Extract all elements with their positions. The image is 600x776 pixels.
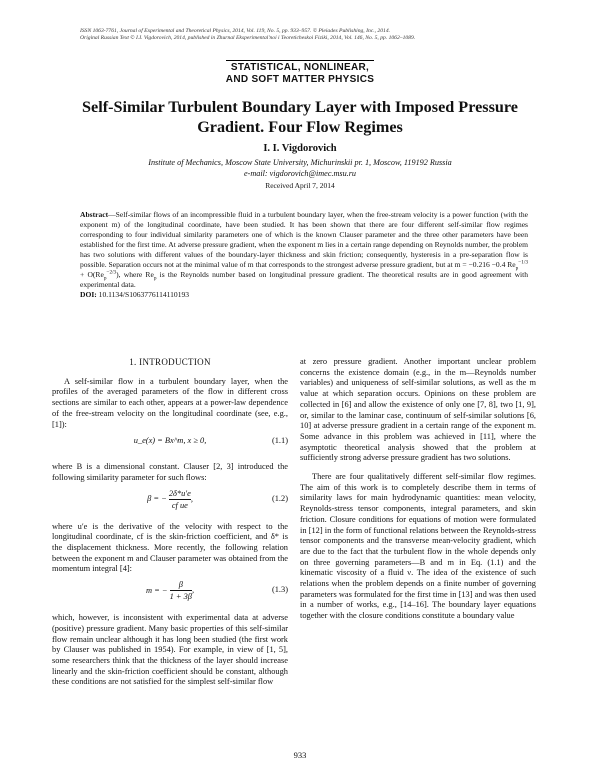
abstract-text-2: + O(Re <box>80 269 104 279</box>
section-heading-line-1: STATISTICAL, NONLINEAR, <box>230 62 370 73</box>
doi-link[interactable]: 10.1134/S1063776114110193 <box>98 289 190 299</box>
equation-1-2-tail: , <box>190 494 193 504</box>
author-name: I. I. Vigdorovich <box>263 143 337 154</box>
journal-header-line-2: Original Russian Text © I.I. Vigdorovich, 2014, published in Zhurnal Eksperimental'noi i Teoreticheskoi Fiziki, 2014, Vol. 146, No. 5, pp. 1062–1089. <box>80 35 416 42</box>
journal-header-line-1: ISSN 1063-7761, Journal of Experimental and Theoretical Physics, 2014, Vol. 119, No. 5, pp. 933–957. © Pleiades Publishing, Inc., 2014. <box>80 28 391 34</box>
right-paragraph-2: There are four qualitatively different self-similar flow regimes. The aim of this work is to completely describe them in terms of similarity laws for main hydrodynamic quantities: mean velocity, Reynolds-stress tensor components, integral parameters, and skin friction. Closure conditions for equations of motion were formulated in [12] in the form of functional relations between the Reynolds-stress tensor components and the transverse mean-velocity gradient, which are due to the fact that the turbulent flow in the whole depends only on three governing parameters—B and m in Eq. (1.1) and the kinematic viscosity of a fluid ν. The idea of the existence of such relations when the problem depends on a finite number of governing parameters was formulated for the first time in [13] and was then used in a number of works, e.g., [14–16]. The boundary layer equations together with the closure conditions constitute a boundary value <box>300 472 536 621</box>
left-paragraph-2: where B is a dimensional constant. Clauser [2, 3] introduced the following similarity parameter for such flows: <box>52 462 288 482</box>
paper-title <box>0 97 600 137</box>
left-paragraph-1: A self-similar flow in a turbulent boundary layer, when the profiles of the averaged parameters of the flow in different cross sections are similar to each other, appears at a power-law dependence of the free-stream velocity on the longitudinal coordinate (see, e.g., [1]): <box>52 376 288 429</box>
left-paragraph-4: which, however, is inconsistent with experimental data at adverse (positive) pressure gradient. Many basic properties of this self-similar flow remain unclear although it has long been studied (the first work by Clauser was published in 1954). For example, in view of [1, 5], some researchers think that the thickness of the layer should increase linearly and the skin-friction coefficient should be constant, although these conditions are not satisfied for the simplest self-similar flow <box>52 613 288 687</box>
author-email: e-mail: vigdorovich@imec.msu.ru <box>243 168 357 178</box>
abstract-exp-1: −1/3 <box>518 259 528 266</box>
abstract-sub-p-2: p <box>103 275 107 282</box>
equation-1-2 <box>52 488 288 518</box>
intro-heading: 1. INTRODUCTION <box>129 357 211 367</box>
equation-1-3-denominator: 1 + 3β <box>169 592 192 602</box>
equation-1-2-numerator: 2δ*u′e <box>168 488 191 498</box>
abstract-text-1: —Self-similar flows of an incompressible fluid in a turbulent boundary layer, when the free-stream velocity is a power function (with the exponent m) of the longitudinal coordinate, have been studied. It has been shown that there are four different self-similar flow regimes corresponding to four individual similarity parameters one of which is the known Clauser parameter and the three other parameters have been established for the first time. At adverse pressure gradient, when the exponent m lies in a certain range depending on Reynolds number, the problem has two solutions with different values of the boundary-layer thickness and skin friction; consequently, hysteresis in a pre-separation flow is possible. Separation occurs not at the minimal value of m that corresponds to the strongest adverse pressure gradient, but at m = −0.216 −0.4 Re <box>80 210 528 269</box>
section-heading-line-2: AND SOFT MATTER PHYSICS <box>225 74 375 85</box>
equation-1-2-number: (1.2) <box>271 493 288 503</box>
abstract <box>80 210 528 300</box>
equation-1-1-number: (1.1) <box>271 436 288 446</box>
section-heading <box>0 62 600 86</box>
received-date: Received April 7, 2014 <box>265 181 335 190</box>
equation-1-2-lhs: β = − <box>147 494 167 504</box>
journal-header <box>80 28 415 43</box>
abstract-text-4: is the Reynolds number based on longitudinal pressure gradient. The theoretical results are in good agreement with experimental data. <box>80 269 529 289</box>
section-rule <box>226 60 374 61</box>
paper-title-line-2: Gradient. Four Flow Regimes <box>197 118 403 136</box>
left-paragraph-3: where u′e is the derivative of the velocity with respect to the longitudinal coordinate, cf is the skin-friction coefficient, and δ* is the displacement thickness. More recently, the following relation between the exponent m and Clauser parameter was obtained from the momentum integral [4]: <box>52 521 288 574</box>
equation-1-1-body: u_e(x) = Bx^m, x ≥ 0, <box>133 436 207 446</box>
abstract-sub-p-1: p <box>515 265 519 272</box>
equation-1-3-lhs: m = − <box>145 585 168 595</box>
equation-1-3 <box>52 579 288 609</box>
equation-1-1 <box>52 436 288 458</box>
affiliation: Institute of Mechanics, Moscow State University, Michurinskii pr. 1, Moscow, 119192 Russia <box>148 158 452 167</box>
equation-1-3-fraction <box>169 579 195 602</box>
equation-1-3-tail: , <box>191 585 195 595</box>
abstract-exp-2: −2/3 <box>106 269 117 276</box>
doi-label: DOI: <box>80 289 97 299</box>
abstract-sub-p-3: p <box>153 275 157 282</box>
right-paragraph-1: at zero pressure gradient. Another important unclear problem concerns the existence domain (e.g., in the m—Reynolds number variables) and uniqueness of self-similar solutions, as well as the m value at which separation occurs. Opinions on these problem are collected in [6] and allow the existence of only one [7, 8], two [1, 9], or, similar to the laminar case, continuum of self-similar solutions [6, 10] at adverse pressure gradient in a certain range of the exponent m. Some advance in this problem was achieved in [11], where the asymptotic theoretical analysis showed that the problem at sufficiently strong adverse pressure gradient has two solutions. <box>300 357 536 463</box>
left-column <box>52 357 288 688</box>
equation-1-3-number: (1.3) <box>271 585 288 595</box>
abstract-text-3: ), where Re <box>116 269 154 279</box>
equation-1-2-fraction <box>169 488 191 511</box>
abstract-label: Abstract <box>80 210 109 219</box>
equation-1-2-denominator: cf ue <box>169 499 191 511</box>
paper-title-line-1: Self-Similar Turbulent Boundary Layer with Imposed Pressure <box>82 98 518 116</box>
right-column <box>300 357 536 622</box>
page-number: 933 <box>293 750 307 760</box>
equation-1-3-numerator: β <box>178 580 183 590</box>
affiliation-block <box>0 158 600 179</box>
